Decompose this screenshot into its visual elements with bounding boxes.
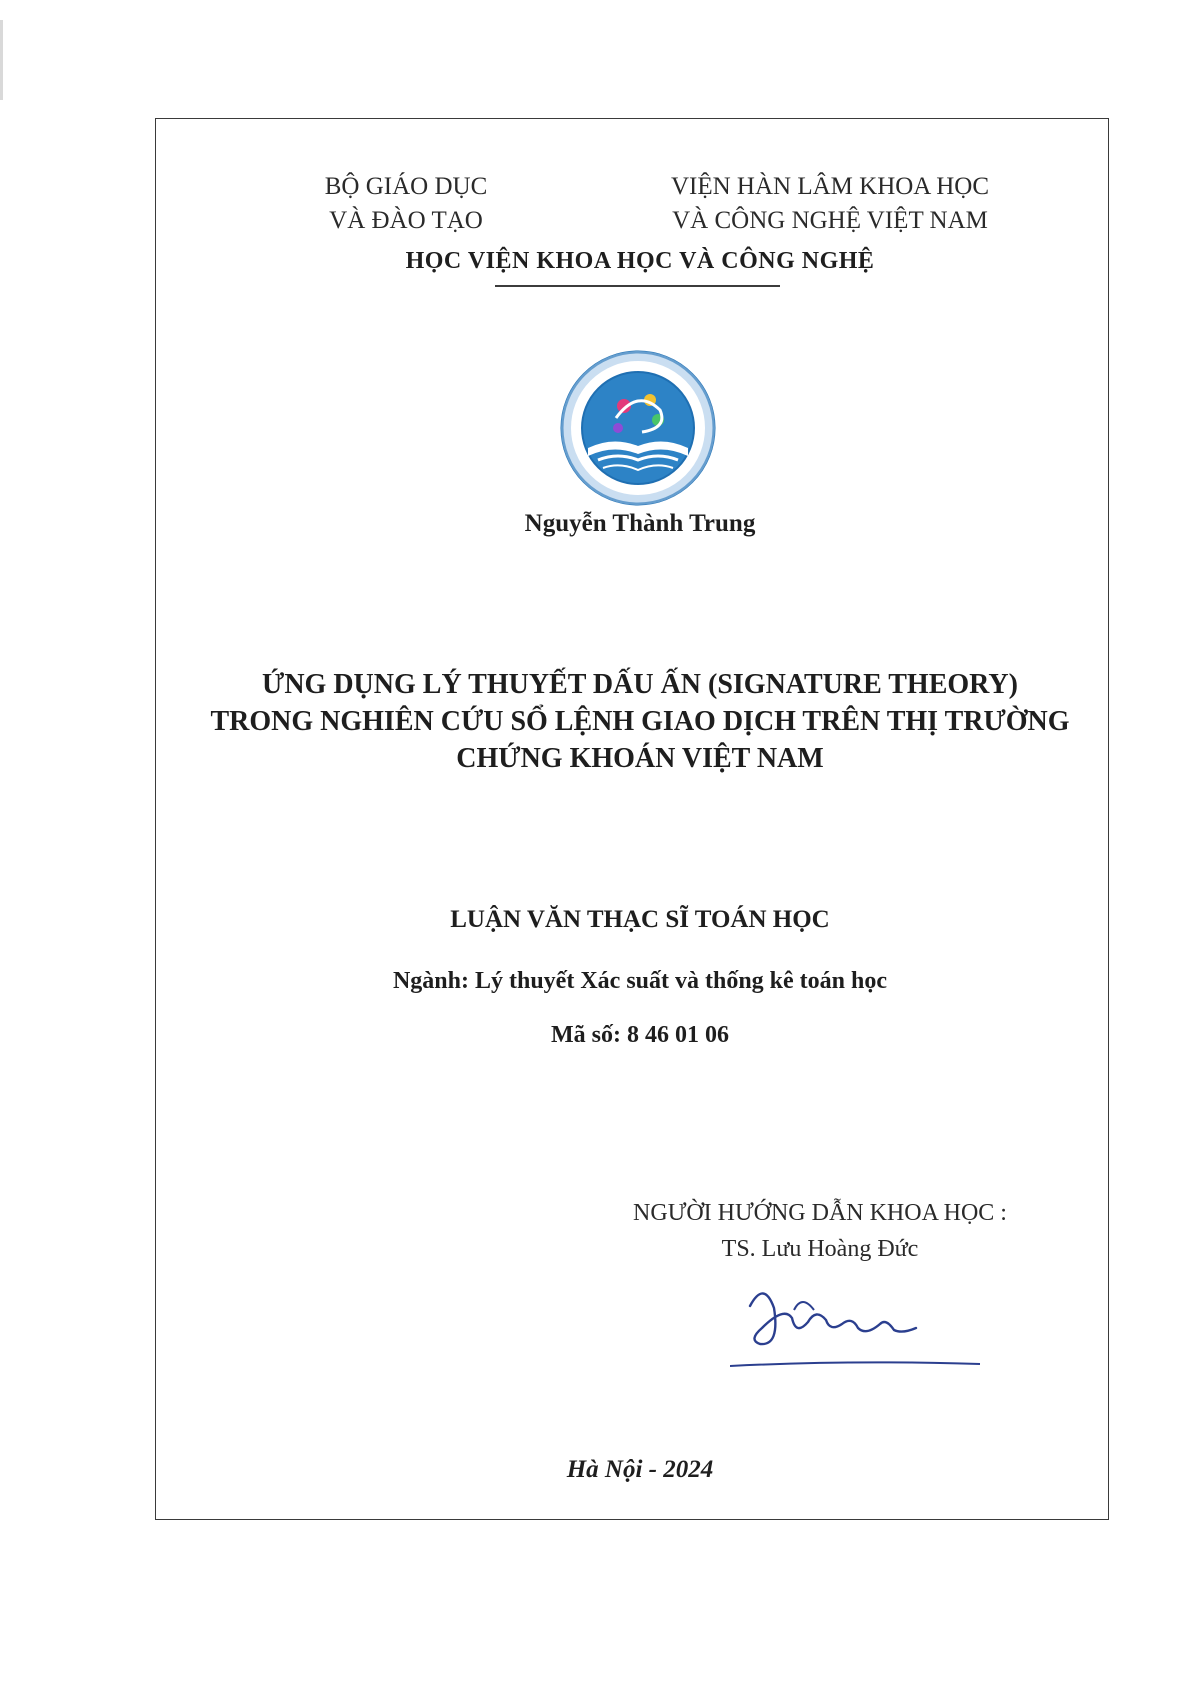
institution-name: HỌC VIỆN KHOA HỌC VÀ CÔNG NGHỆ (405, 248, 875, 274)
thesis-title-line-3: CHỨNG KHOÁN VIỆT NAM (456, 743, 824, 774)
academy-line-2: VÀ CÔNG NGHỆ VIỆT NAM (672, 207, 988, 234)
thesis-title (170, 666, 1110, 777)
degree-type: LUẬN VĂN THẠC SĨ TOÁN HỌC (450, 906, 830, 933)
author-name: Nguyễn Thành Trung (524, 510, 756, 537)
ministry-line-2: VÀ ĐÀO TẠO (329, 207, 483, 234)
major-code: Mã số: 8 46 01 06 (551, 1022, 729, 1048)
handwritten-signature-icon (730, 1270, 1000, 1380)
institution-underline (495, 285, 780, 287)
ministry-line-1: BỘ GIÁO DỤC (324, 173, 488, 200)
scan-edge-mark (0, 20, 3, 100)
ministry-name (296, 170, 516, 238)
place-and-year: Hà Nội - 2024 (566, 1456, 714, 1483)
advisor-role: NGƯỜI HƯỚNG DẪN KHOA HỌC : (633, 1200, 1007, 1226)
academy-of-science-name (640, 170, 1020, 238)
advisor-name: TS. Lưu Hoàng Đức (721, 1236, 919, 1262)
major: Ngành: Lý thuyết Xác suất và thống kê toán học (392, 968, 888, 994)
academy-line-1: VIỆN HÀN LÂM KHOA HỌC (670, 173, 990, 200)
thesis-title-line-2: TRONG NGHIÊN CỨU SỔ LỆNH GIAO DỊCH TRÊN THỊ TRƯỜNG (210, 706, 1070, 737)
academy-seal-icon (558, 348, 718, 508)
thesis-title-line-1: ỨNG DỤNG LÝ THUYẾT DẤU ẤN (SIGNATURE THEORY) (262, 669, 1018, 700)
